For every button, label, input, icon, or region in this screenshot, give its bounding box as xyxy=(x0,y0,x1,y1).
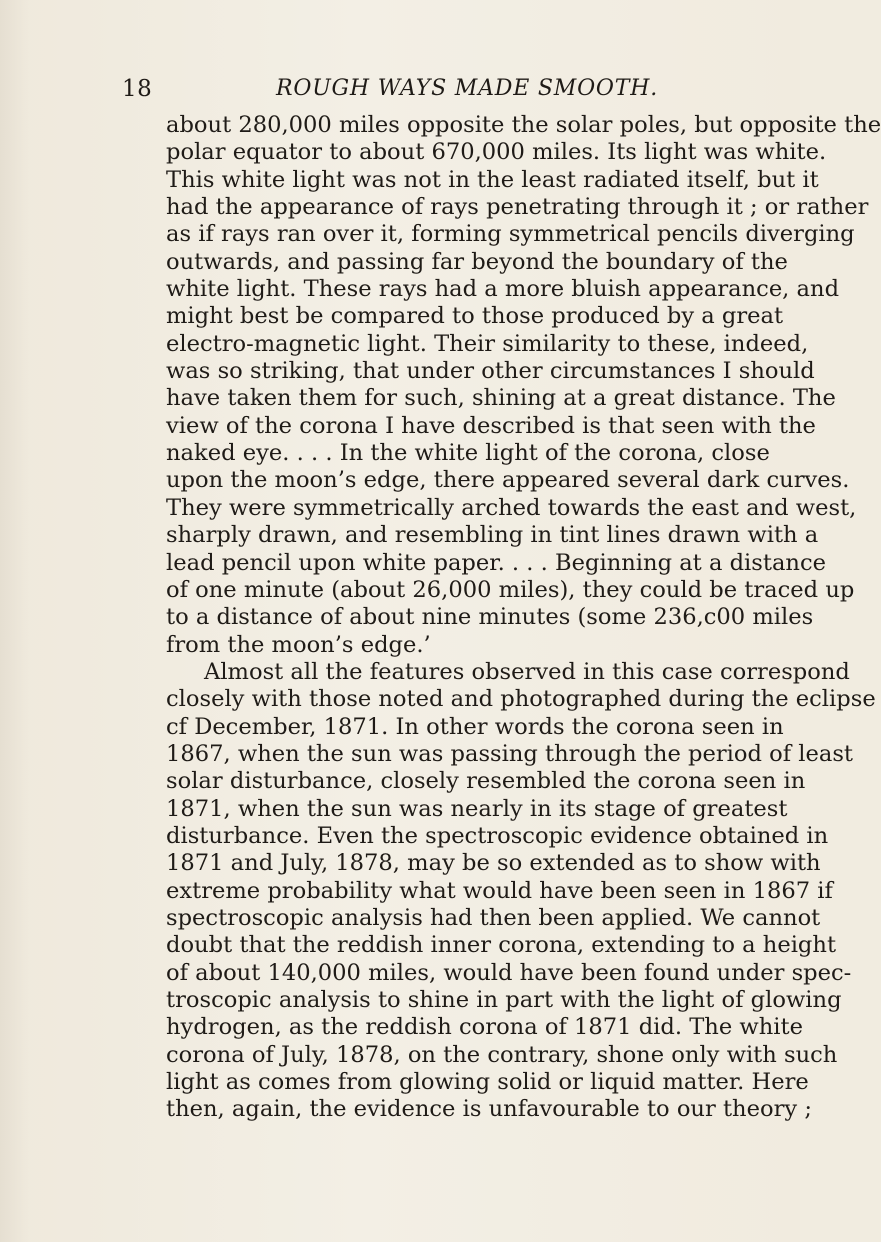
text-line: electro-magnetic light. Their similarity to these, indeed, xyxy=(166,330,809,357)
text-line: sharply drawn, and resembling in tint lines drawn with a xyxy=(166,522,819,549)
text-line: closely with those noted and photographed during the eclipse xyxy=(166,686,876,713)
text-line: 1867, when the sun was passing through the period of least xyxy=(166,740,854,767)
text-line: disturbance. Even the spectroscopic evidence obtained in xyxy=(166,822,829,849)
text-line: as if rays ran over it, forming symmetrical pencils diverging xyxy=(166,221,855,248)
text-line: solar disturbance, closely resembled the corona seen in xyxy=(166,768,806,795)
text-line: 1871, when the sun was nearly in its stage of greatest xyxy=(166,795,788,822)
text-line: upon the moon’s edge, there appeared several dark curves. xyxy=(166,467,850,494)
page-header xyxy=(122,72,682,106)
text-line: about 280,000 miles opposite the solar poles, but opposite the xyxy=(166,112,881,138)
page-number: 18 xyxy=(122,76,153,102)
text-line: troscopic analysis to shine in part with the light of glowing xyxy=(166,987,842,1013)
text-line: then, again, the evidence is unfavourable to our theory ; xyxy=(166,1096,812,1123)
body-text xyxy=(166,112,881,1124)
text-line: spectroscopic analysis had then been applied. We cannot xyxy=(166,904,821,931)
text-line: might best be compared to those produced by a great xyxy=(166,303,784,330)
paragraph-start-line: Almost all the features observed in this case correspond xyxy=(204,658,850,685)
text-line: lead pencil upon white paper. . . . Beginning at a distance xyxy=(166,549,827,576)
text-line: have taken them for such, shining at a great distance. The xyxy=(166,385,836,412)
text-line: was so striking, that under other circumstances I should xyxy=(166,358,815,385)
text-line: They were symmetrically arched towards the east and west, xyxy=(166,494,857,521)
text-line: of about 140,000 miles, would have been found under spec- xyxy=(166,959,852,986)
running-title: ROUGH WAYS MADE SMOOTH. xyxy=(276,76,659,101)
text-line: view of the corona I have described is that seen with the xyxy=(166,412,816,439)
text-line: outwards, and passing far beyond the boundary of the xyxy=(166,248,788,275)
text-line: to a distance of about nine minutes (some 236,c00 miles xyxy=(166,604,814,631)
text-line: polar equator to about 670,000 miles. Its light was white. xyxy=(166,139,827,166)
text-line: white light. These rays had a more bluish appearance, and xyxy=(166,276,840,303)
page-edge-shadow xyxy=(0,0,28,1242)
text-line: of one minute (about 26,000 miles), they could be traced up xyxy=(166,576,855,603)
text-line: from the moon’s edge.’ xyxy=(166,631,431,658)
text-line: corona of July, 1878, on the contrary, shone only with such xyxy=(166,1041,838,1068)
text-line: light as comes from glowing solid or liquid matter. Here xyxy=(166,1069,809,1096)
text-line: extreme probability what would have been seen in 1867 if xyxy=(166,877,833,904)
text-line: 1871 and July, 1878, may be so extended as to show with xyxy=(166,850,821,877)
text-line: had the appearance of rays penetrating through it ; or rather xyxy=(166,194,869,221)
text-line: hydrogen, as the reddish corona of 1871 did. The white xyxy=(166,1014,803,1041)
text-line: This white light was not in the least radiated itself, but it xyxy=(166,166,819,193)
text-line: doubt that the reddish inner corona, extending to a height xyxy=(166,932,837,959)
text-line: cf December, 1871. In other words the corona seen in xyxy=(166,713,784,740)
text-line: naked eye. . . . In the white light of the corona, close xyxy=(166,440,770,467)
